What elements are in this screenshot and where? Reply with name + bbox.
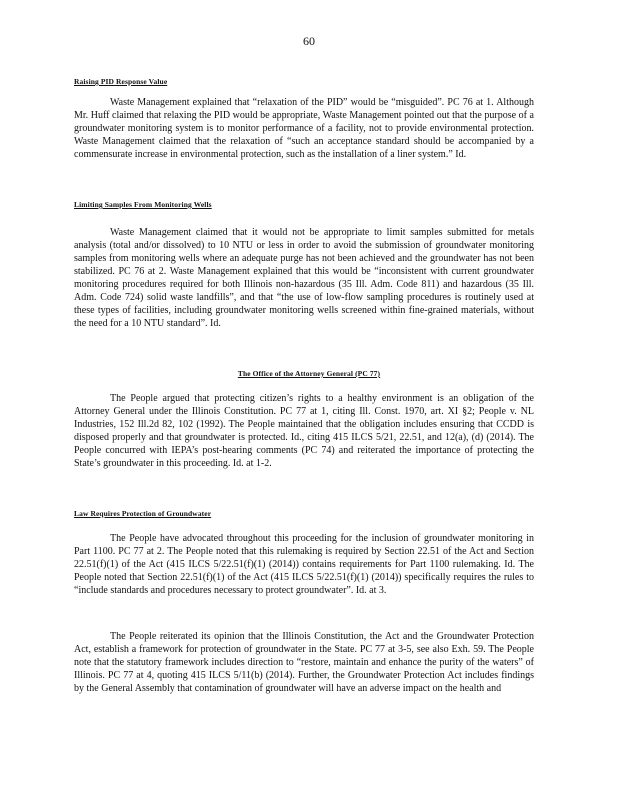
paragraph-groundwater-2: The People reiterated its opinion that the Illinois Constitution, the Act and the Groundwater Protection Act, establish a framework for protection of groundwater in the State. PC 77 at 3-5, see also Exh. 59. The People note that the statutory framework includes direction to “restore, maintain and enhance the purity of the waters” of Illinois. PC 77 at 4, quoting 415 ILCS 5/11(b) (2014). Further, the Groundwater Protection Act includes findings by the General Assembly that contamination of groundwater will have an adverse impact on the health and: [74, 631, 534, 694]
paragraph-attorney-general: The People argued that protecting citizen’s rights to a healthy environment is an obligation of the Attorney General under the Illinois Constitution. PC 77 at 1, citing Ill. Const. 1970, art. XI §2; People v. NL Industries, 152 Ill.2d 82, 102 (1992). The People maintained that the obligation includes ensuring that CCDD is disposed properly and that groundwater is protected. Id., citing 415 ILCS 5/21, 22.51, and 12(a), (d) (2014). The People concurred with IEPA’s post-hearing comments (PC 74) and reiterated the importance of protecting the State’s groundwater in this proceeding. Id. at 1-2.: [74, 393, 534, 469]
paragraph-pid: Waste Management explained that “relaxation of the PID” would be “misguided”. PC 76 at 1. Although Mr. Huff claimed that relaxing the PID would be appropriate, Waste Management pointed out that the purpose of a groundwater monitoring system is to monitor performance of a facility, not to provide environmental protection. Waste Management claimed that the relaxation of “such an acceptance standard should be accompanied by a commensurate increase in environmental protection, such as the installation of a liner system.” Id.: [74, 97, 534, 160]
section-heading-pid: Raising PID Response Value: [74, 77, 168, 86]
paragraph-samples: Waste Management claimed that it would not be appropriate to limit samples submitted for metals analysis (total and/or dissolved) to 10 NTU or less in order to avoid the submission of groundwater monitoring samples from monitoring wells where an adequate purge has not been achieved and the groundwater has not been stabilized. PC 76 at 2. Waste Management explained that this would be “inconsistent with current groundwater monitoring procedures required for both Illinois non-hazardous (35 Ill. Adm. Code 811) and hazardous (35 Ill. Adm. Code 724) solid waste landfills”, and that “the use of low-flow sampling procedures is routinely used at these types of facilities, including groundwater monitoring wells screened within fine-grained materials, without the need for a 10 NTU standard”. Id.: [74, 227, 534, 329]
section-heading-attorney-general: The Office of the Attorney General (PC 77): [237, 369, 381, 378]
page-number: 60: [303, 34, 315, 48]
section-heading-samples: Limiting Samples From Monitoring Wells: [74, 200, 212, 209]
section-heading-groundwater: Law Requires Protection of Groundwater: [74, 509, 212, 518]
paragraph-groundwater-1: The People have advocated throughout this proceeding for the inclusion of groundwater monitoring in Part 1100. PC 77 at 2. The People noted that this rulemaking is required by Section 22.51 of the Act and Section 22.51(f)(1) of the Act (415 ILCS 5/22.51(f)(1) (2014)) contains requirements for Part 1100 rulemaking. Id. The People noted that Section 22.51(f)(1) of the Act (415 ILCS 5/22.51(f)(1) (2014)) specifically requires the rules to “include standards and procedures necessary to protect groundwater”. Id. at 3.: [74, 533, 534, 596]
